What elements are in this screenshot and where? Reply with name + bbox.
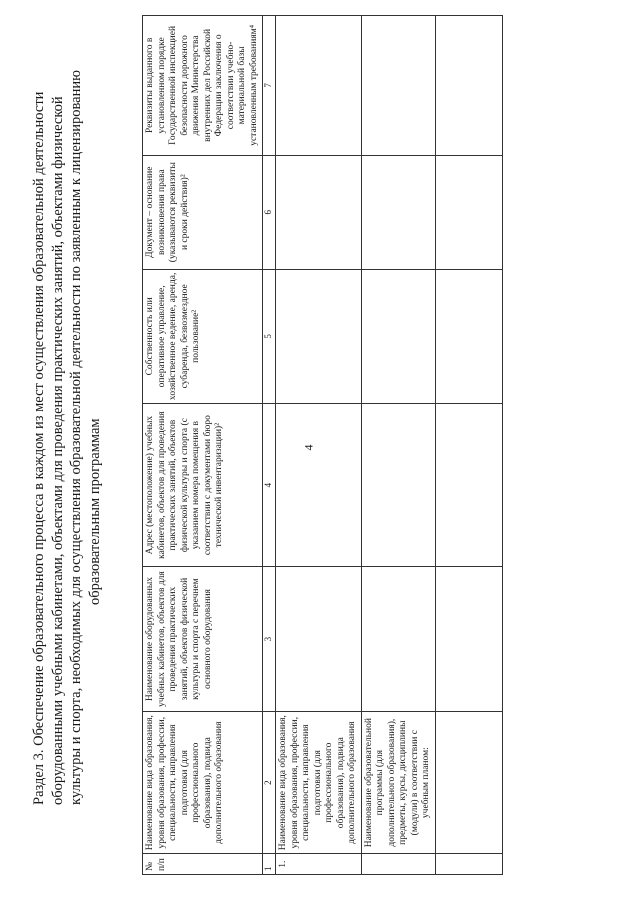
table-cell [361, 16, 435, 156]
rotated-page-content [30, 15, 610, 875]
column-number: 4 [263, 404, 276, 567]
table-cell [435, 567, 502, 712]
row-number: 1. [276, 854, 362, 875]
table-cell [361, 404, 435, 567]
table-row [435, 16, 502, 875]
education-type-cell: Наименование вида образования, уровня образования, профессии, специальности, направления подготовки (для профессионального образования), подвида дополнительного образования [276, 712, 362, 854]
table-cell [276, 155, 362, 269]
header-number: № п/п [143, 854, 263, 875]
table-cell [276, 16, 362, 156]
table-cell [361, 567, 435, 712]
column-number: 5 [263, 269, 276, 404]
section-heading [30, 25, 104, 805]
table-cell [361, 269, 435, 404]
table-cell [435, 712, 502, 854]
column-number: 6 [263, 155, 276, 269]
header-equipped-rooms: Наименование оборудованных учебных кабинетов, объектов для проведения практических занятий, объектов физической культуры и спорта с перечнем основного оборудования [143, 567, 263, 712]
resources-table [142, 15, 503, 875]
table-row [276, 16, 362, 875]
row-number [361, 854, 435, 875]
header-education-type: Наименование вида образования, уровня образования, профессии, специальности, направления подготовки (для профессионального образования), подвида дополнительного образования [143, 712, 263, 854]
row-number [435, 854, 502, 875]
heading-line: образовательным программам [86, 418, 103, 605]
header-document-basis: Документ – основание возникновения права (указываются реквизиты и сроки действия)² [143, 155, 263, 269]
header-ownership: Собственность или оперативное управление, хозяйственное ведение, аренда, субаренда, безвозмездное пользование² [143, 269, 263, 404]
table-cell [276, 567, 362, 712]
table-cell [435, 16, 502, 156]
heading-line: культуры и спорта, необходимых для осуществления образовательной деятельности по заявленным к лицензированию [68, 70, 84, 805]
column-number: 7 [263, 16, 276, 156]
table-cell [276, 404, 362, 567]
table-header-row [143, 16, 263, 875]
page-number: 4 [301, 444, 316, 451]
header-traffic-police-conclusion: Реквизиты выданного в установленном порядке Государственной инспекцией безопасности дорожного движения Министерства внутренних дел Российской Федерации заключения о соответствии учебно-материальной базы установленным требованиям⁴ [143, 16, 263, 156]
table-cell [435, 404, 502, 567]
header-address: Адрес (местоположение) учебных кабинетов, объектов для проведения практических занятий, объектов физической культуры и спорта (с указанием номера помещения в соответствии с документами бюро технической инвентаризации)² [143, 404, 263, 567]
column-number: 1 [263, 854, 276, 875]
table-row [361, 16, 435, 875]
column-number-row [263, 16, 276, 875]
table-cell [361, 155, 435, 269]
heading-line: Раздел 3. Обеспечение образовательного процесса в каждом из мест осуществления образовательной деятельности [31, 91, 47, 805]
table-cell [435, 269, 502, 404]
heading-line: оборудованными учебными кабинетами, объектами для проведения практических занятий, объектами физической [49, 96, 66, 805]
table-cell [435, 155, 502, 269]
column-number: 3 [263, 567, 276, 712]
table-cell [276, 269, 362, 404]
resources-table-wrapper [142, 15, 503, 875]
program-name-cell: Наименование образовательной программы (для дополнительного образования), предметы, курсы, дисциплины (модули) в соответствии с учебным планом: [361, 712, 435, 854]
column-number: 2 [263, 712, 276, 854]
